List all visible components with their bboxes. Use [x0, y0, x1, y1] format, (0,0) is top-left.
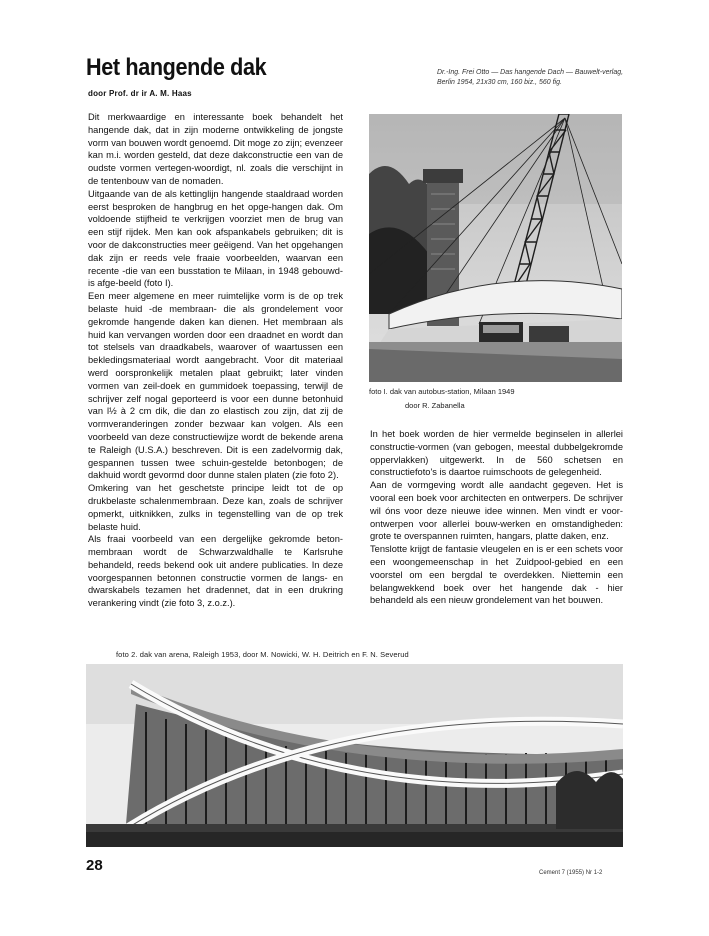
photo1-credit: door R. Zabanella — [405, 401, 465, 410]
page-number: 28 — [86, 857, 103, 874]
paragraph: Een meer algemene en meer ruimtelijke vorm is de op trek belaste huid -de membraan- die als grondelement voor gekromde hangende daken kan dienen. Het membraan als huid kan vervangen worden door een draadnet en wordt dan tot stelsels van draadkabels, waarover of waartussen een bekledingsmateriaal wordt aangebracht. Voor dit materiaal werd oorspronkelijk metalen plaat gebruikt; later vinden vormen van zeil-doek en gummidoek toepassing, terwijl de schrijver zelf nogal geporteerd is voor een dunne betonhuid van l½ à 2 cm dik, die dan zo elastisch zou zijn, dat zij de vormveranderingen zonder bezwaar kan volgen. Als een voorbeeld van deze constructiewijze wordt de bekende arena te Raleigh (U.S.A.) beschreven. Dit is een zadelvormig dak, gespannen tussen twee schuin-gestelde betonbogen; de dakhuid wordt gevormd door dunne stalen platen (zie foto 2). — [88, 291, 343, 481]
paragraph: In het boek worden de hier vermelde beginselen in allerlei constructie-vormen (van gebogen, meestal dubbelgekromde oppervlakken) uitgewerkt. In de 560 schetsen en constructiefoto's is daartoe ruimschoots de gelegenheid. — [370, 429, 623, 478]
article-title: Het hangende dak — [86, 54, 267, 81]
paragraph: Aan de vormgeving wordt alle aandacht gegeven. Het is vooral een boek voor architecten en ontwerpers. De schrijver wil óns voor deze nieuwe idee winnen. Men vindt er voor-ontwerpen voor allerlei bouw-werken en omstandigheden: grote te overspannen ruimten, hangars, platte daken, enz. — [370, 480, 623, 542]
paragraph: Dit merkwaardige en interessante boek behandelt het hangende dak, dat in zijn moderne ontwikkeling de jongste vorm van bouwen wordt genoemd. Dit moge zo zijn; evenzeer kan m.i. worden gesteld, dat deze dakconstructie een van de oudste vormen vertegen-woordigt, nl. zoals die verschijnt in de tentenbouw van de nomaden. — [88, 112, 343, 186]
paragraph: Als fraai voorbeeld van een dergelijke gekromde beton-membraan wordt de Schwarzwaldhalle te Karlsruhe behandeld, reeds bekend ook uit andere publicaties. In deze voorgespannen betonnen constructie vormen de langs- en dwarskabels tezamen het dradennet, dat in een drukring verankering vindt (zie foto 3, z.o.z.). — [88, 534, 343, 609]
book-reference: Dr.-Ing. Frei Otto — Das hangende Dach — Bauwelt-verlag, Berlin 1954, 21x30 cm, 160 biz., 560 fig. — [437, 69, 624, 86]
left-text-column — [88, 111, 343, 610]
right-text-column — [370, 428, 623, 607]
photo1-caption: foto I. dak van autobus-station, Milaan 1949 — [369, 387, 515, 396]
photo-raleigh-arena — [86, 664, 623, 847]
photo2-caption: foto 2. dak van arena, Raleigh 1953, door M. Nowicki, W. H. Deitrich en F. N. Severud — [116, 650, 409, 659]
photo-bus-station — [369, 114, 622, 382]
paragraph: Uitgaande van de als kettinglijn hangende staaldraad worden eerst besproken de hangbrug en het opge-hangen dak. Om voldoende stijfheid te verkrijgen voorziet men de brug van een stijf rijdek. Men kan ook afspankabels gebruiken; dit is voor de dakconstructies meer geëigend. Van het opgehangen dak zijn er reeds vele fraaie voorbeelden, waarvan een recente -die van een busstation te Milaan, in 1948 gebouwd- is afge-beeld (foto I). — [88, 188, 343, 289]
paragraph: Omkering van het geschetste principe leidt tot de op drukbelaste schalenmembraan. Deze kan, zoals de schrijver opmerkt, uitknikken, zulks in tegenstelling van de op trek belaste huid. — [88, 483, 343, 532]
journal-footer: Cement 7 (1955) Nr 1-2 — [539, 870, 603, 876]
author-byline: door Prof. dr ir A. M. Haas — [88, 89, 192, 98]
paragraph: Tenslotte krijgt de fantasie vleugelen en is er een schets voor een woongemeenschap in het Zuidpool-gebied en een voorstel om een bergdal te overdekken. Niettemin een belangwekkend boek over het hangende dak - hier behandeld als een nieuw grondelement van het bouwen. — [370, 544, 623, 606]
